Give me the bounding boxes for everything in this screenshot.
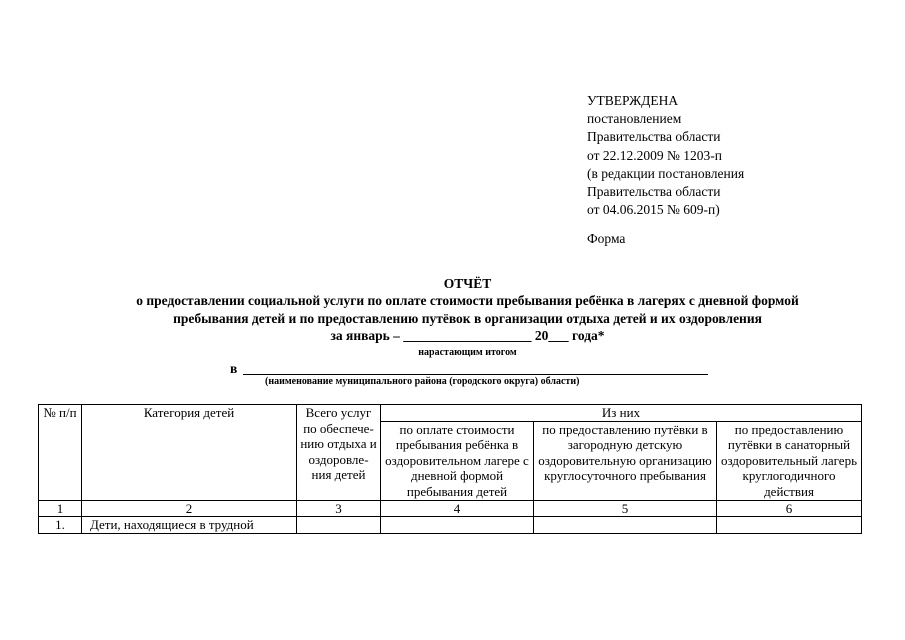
approval-line: УТВЕРЖДЕНА bbox=[587, 93, 679, 108]
approval-block bbox=[587, 92, 744, 219]
report-table bbox=[38, 404, 862, 534]
approval-line: Правительства области bbox=[587, 129, 721, 145]
report-subtitle-line-2: пребывания детей и по предоставлению путёвок в организации отдыха детей и их оздоровления bbox=[173, 311, 762, 326]
column-number-row bbox=[39, 500, 862, 517]
column-number: 5 bbox=[534, 500, 717, 517]
in-label: в bbox=[230, 361, 238, 376]
approval-line: (в редакции постановления bbox=[587, 165, 745, 181]
row-cell-sub-2 bbox=[534, 517, 717, 534]
column-number: 2 bbox=[82, 500, 297, 517]
header-total: Всего услуг по обеспече-нию отдыха и оздоровле-ния детей bbox=[297, 405, 381, 501]
row-cell-sub-1 bbox=[381, 517, 534, 534]
table-row bbox=[39, 517, 862, 534]
report-title: ОТЧЁТ bbox=[443, 276, 492, 291]
header-sub-3: по предоставлению путёвки в санаторный оздоровительный лагерь круглогодичного действия bbox=[717, 421, 862, 500]
approval-line: постановлением bbox=[587, 111, 682, 127]
approval-line: от 04.06.2015 № 609-п) bbox=[587, 202, 720, 218]
column-number: 4 bbox=[381, 500, 534, 517]
header-category: Категория детей bbox=[82, 405, 297, 501]
report-period-line: за январь – ___________________ 20___ года* bbox=[330, 328, 605, 343]
header-group: Из них bbox=[381, 405, 862, 422]
row-cell-sub-3 bbox=[717, 517, 862, 534]
header-sub-2: по предоставлению путёвки в загородную детскую оздоровительную организацию круглосуточного пребывания bbox=[534, 421, 717, 500]
column-number: 1 bbox=[39, 500, 82, 517]
approval-line: от 22.12.2009 № 1203-п bbox=[587, 147, 722, 163]
header-num: № п/п bbox=[39, 405, 82, 501]
form-label: Форма bbox=[587, 231, 626, 246]
header-sub-1: по оплате стоимости пребывания ребёнка в оздоровительном лагере с дневной формой пребывания детей bbox=[381, 421, 534, 500]
municipality-fill-line bbox=[243, 374, 708, 375]
row-number: 1. bbox=[39, 517, 82, 534]
column-number: 3 bbox=[297, 500, 381, 517]
row-cell-total bbox=[297, 517, 381, 534]
column-number: 6 bbox=[717, 500, 862, 517]
row-category: Дети, находящиеся в трудной bbox=[82, 517, 297, 534]
cumulative-note: нарастающим итогом bbox=[418, 347, 517, 358]
report-subtitle-line-1: о предоставлении социальной услуги по оплате стоимости пребывания ребёнка в лагерях с дневной формой bbox=[136, 293, 799, 308]
table-header-row bbox=[39, 405, 862, 422]
approval-line: Правительства области bbox=[587, 184, 721, 200]
municipality-note: (наименование муниципального района (городского округа) области) bbox=[265, 376, 580, 387]
